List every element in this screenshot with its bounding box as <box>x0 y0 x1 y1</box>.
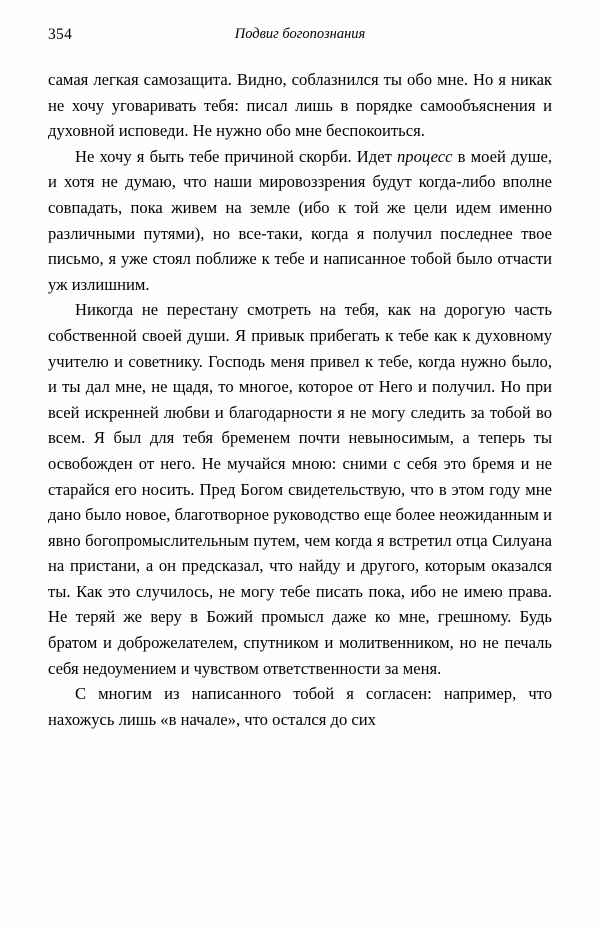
emphasized-word: процесс <box>396 146 453 166</box>
page-number: 354 <box>48 26 73 43</box>
running-title: Подвиг богопознания <box>234 26 366 42</box>
page-header <box>48 26 552 46</box>
body-text <box>48 67 552 732</box>
paragraph-4: С многим из написанного тобой я согласен: например, что нахожусь лишь «в начале», что остался до сих <box>48 684 552 729</box>
paragraph-2-text: Не хочу я быть тебе причиной скорби. Идет процесс в моей душе, и хотя не думаю, что наши мировоззрения будут когда-либо вполне совпадать, пока живем на земле (ибо к той же цели идем именно различными путями), но все-таки, когда я получил последнее твое письмо, я уже стоял поближе к тебе и написанное тобой было отчасти уж излишним. <box>48 146 552 294</box>
paragraph-2 <box>48 144 552 298</box>
paragraph-1: самая легкая самозащита. Видно, соблазнился ты обо мне. Но я никак не хочу уговаривать тебя: писал лишь в порядке самообъяснения и духовной исповеди. Не нужно обо мне беспокоиться. <box>48 70 552 141</box>
paragraph-3: Никогда не перестану смотреть на тебя, как на дорогую часть собственной своей души. Я привык прибегать к тебе как к духовному учителю и советнику. Господь меня привел к тебе, когда нужно было, и ты дал мне, не щадя, то многое, которое от Него и получил. Но при всей искренней любви и благодарности я не могу следить за тобой во всем. Я был для тебя бременем почти невыносимым, а теперь ты освобожден от него. Не мучайся мною: сними с себя это бремя и не старайся его носить. Пред Богом свидетельствую, что в этом году мне дано было новое, благотворное руководство еще более неожиданным и явно богопромыслительным путем, чем когда я встретил отца Силуана на пристани, а он предсказал, что найду и другого, которым оказался ты. Как это случилось, не могу тебе писать пока, ибо не имею права. Не теряй же веру в Божий промысл даже ко мне, грешному. Будь братом и доброжелателем, спутником и молитвенником, но не печаль себя недоумением и чувством ответственности за меня. <box>48 300 552 678</box>
